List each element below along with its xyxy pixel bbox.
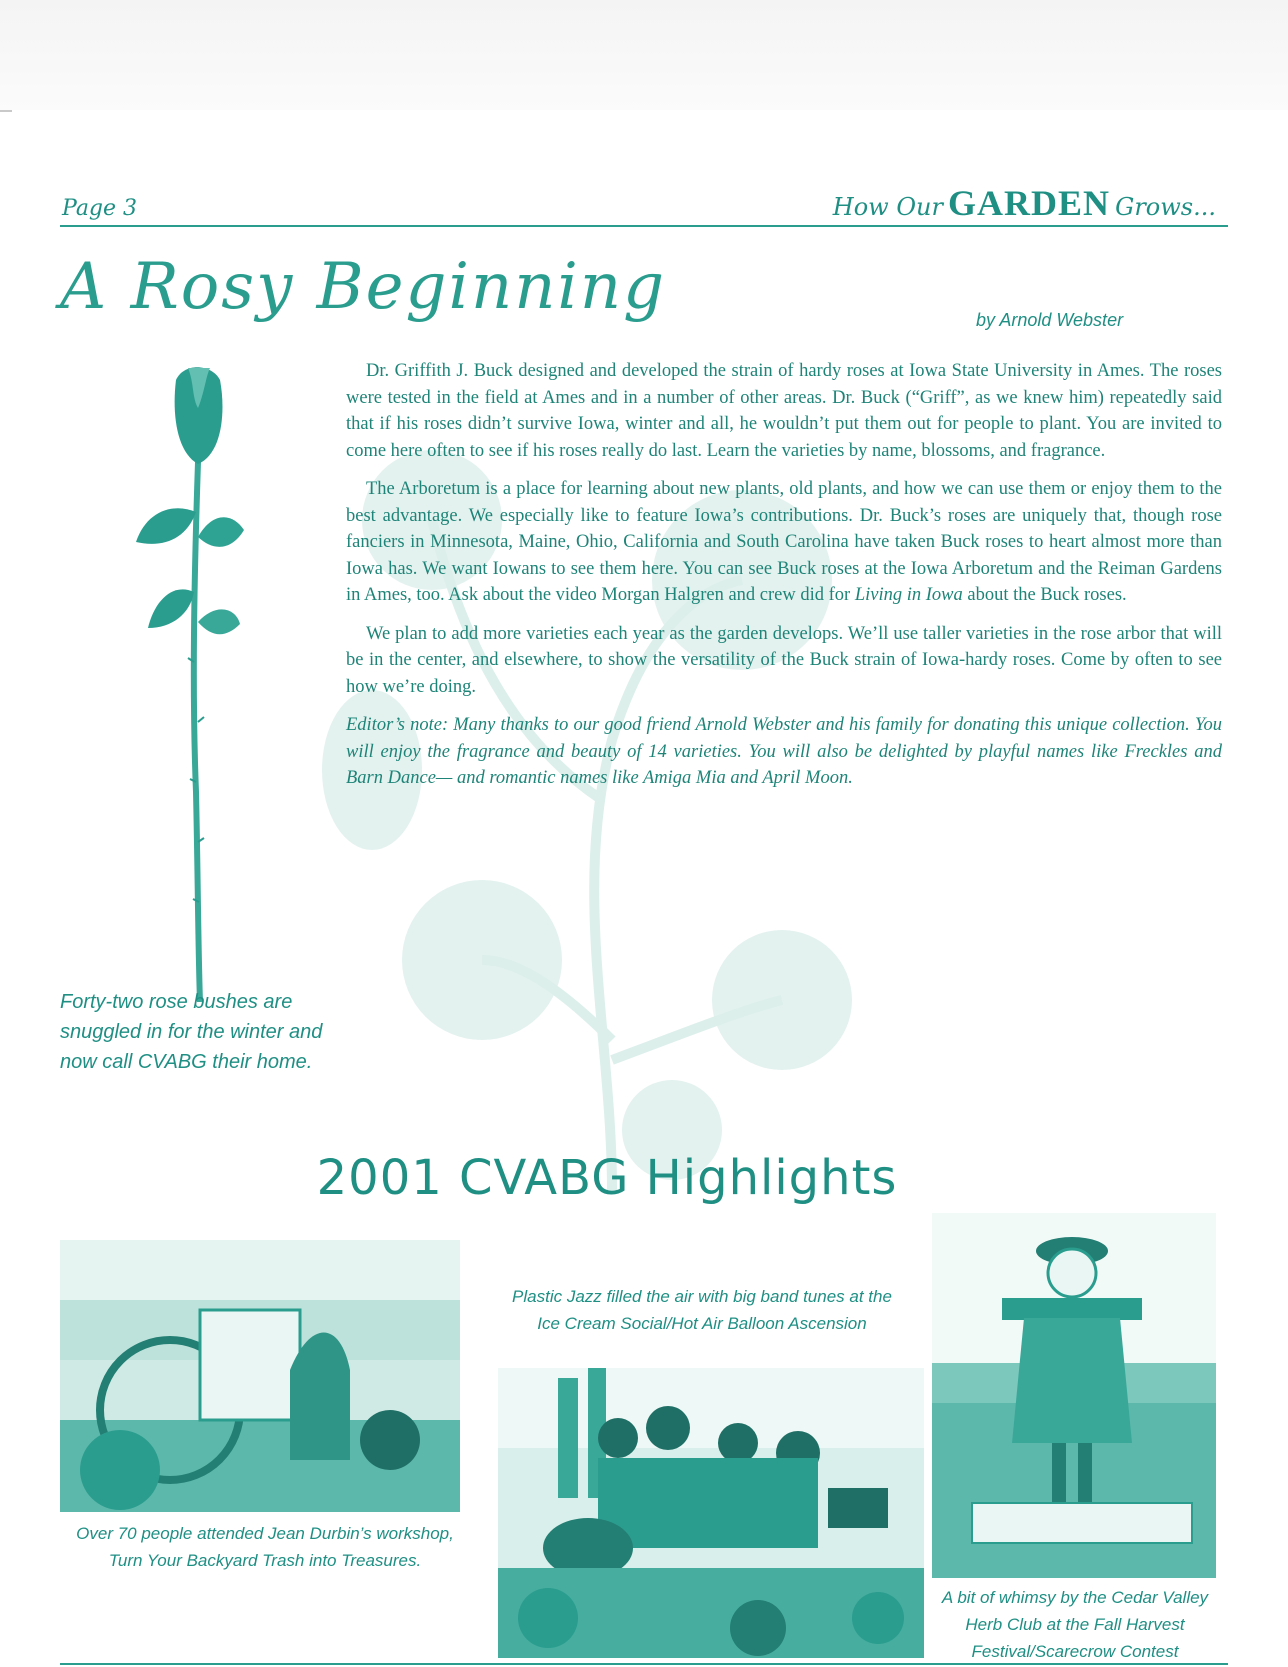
scarecrow-caption: A bit of whimsy by the Cedar Valley Herb Club at the Fall Harvest Festival/Scarecrow Contest (941, 1588, 1209, 1661)
paragraph-2-end: about the Buck roses. (962, 585, 1127, 605)
rose-caption: Forty-two rose bushes are snuggled in for the winter and now call CVABG their home. (60, 991, 323, 1073)
scarecrow-photo (932, 1213, 1216, 1578)
header-divider (60, 225, 1228, 227)
paragraph-2-text: The Arboretum is a place for learning about new plants, old plants, and how we can use them or enjoy them to the best advantage. We especially like to feature Iowa’s contributions. Dr. Buck’s roses are uniquely that, though rose fanciers in Minnesota, Maine, Ohio, California and South Carolina have taken Buck roses to heart almost more than Iowa has. We want Iowans to see them here. You can see Buck roses at the Iowa Arboretum and the Reiman Gardens in Ames, too. Ask about the video Morgan Halgren and crew did for (346, 479, 1222, 605)
scan-background (0, 0, 1288, 112)
masthead-suffix: Grows... (1115, 193, 1216, 221)
band-caption: Plastic Jazz filled the air with big band tunes at the Ice Cream Social/Hot Air Balloon Ascension (512, 1287, 892, 1333)
page-number: Page 3 (62, 196, 138, 221)
rose-illustration (132, 362, 252, 1002)
paragraph-2-italic: Living in Iowa (854, 585, 963, 605)
paragraph-2 (346, 476, 1222, 609)
article-title: A Rosy Beginning (60, 250, 667, 324)
paragraph-1: Dr. Griffith J. Buck designed and developed the strain of hardy roses at Iowa State University in Ames. The roses were tested in the field at Ames and in a number of other areas. Dr. Buck (“Griff”, as we knew him) repeatedly said that if his roses didn’t survive Iowa, winter and all, he wouldn’t put them out for people to plant. You are invited to come here often to see if his roses really do last. Learn the varieties by name, blossoms, and fragrance. (346, 361, 1222, 461)
newsletter-page (12, 110, 1288, 1667)
masthead-main: GARDEN (948, 183, 1111, 223)
workshop-caption: Over 70 people attended Jean Durbin’s workshop, Turn Your Backyard Trash into Treasures. (76, 1524, 454, 1570)
article-body (346, 358, 1222, 804)
highlights-title: 2001 CVABG Highlights (316, 1150, 898, 1206)
masthead (833, 182, 1216, 224)
band-photo (498, 1368, 924, 1658)
footer-divider (60, 1663, 1228, 1665)
article-byline: by Arnold Webster (976, 310, 1124, 330)
workshop-photo (60, 1240, 460, 1512)
editor-note: Editor’s note: Many thanks to our good friend Arnold Webster and his family for donating this unique collection. You will enjoy the fragrance and beauty of 14 varieties. You will also be delighted by playful names like Freckles and Barn Dance— and romantic names like Amiga Mia and April Moon. (346, 715, 1222, 788)
masthead-prefix: How Our (832, 193, 943, 221)
paragraph-3: We plan to add more varieties each year as the garden develops. We’ll use taller varieties in the rose arbor that will be in the center, and elsewhere, to show the versatility of the Buck strain of Iowa-hardy roses. Come by often to see how we’re doing. (346, 623, 1222, 697)
